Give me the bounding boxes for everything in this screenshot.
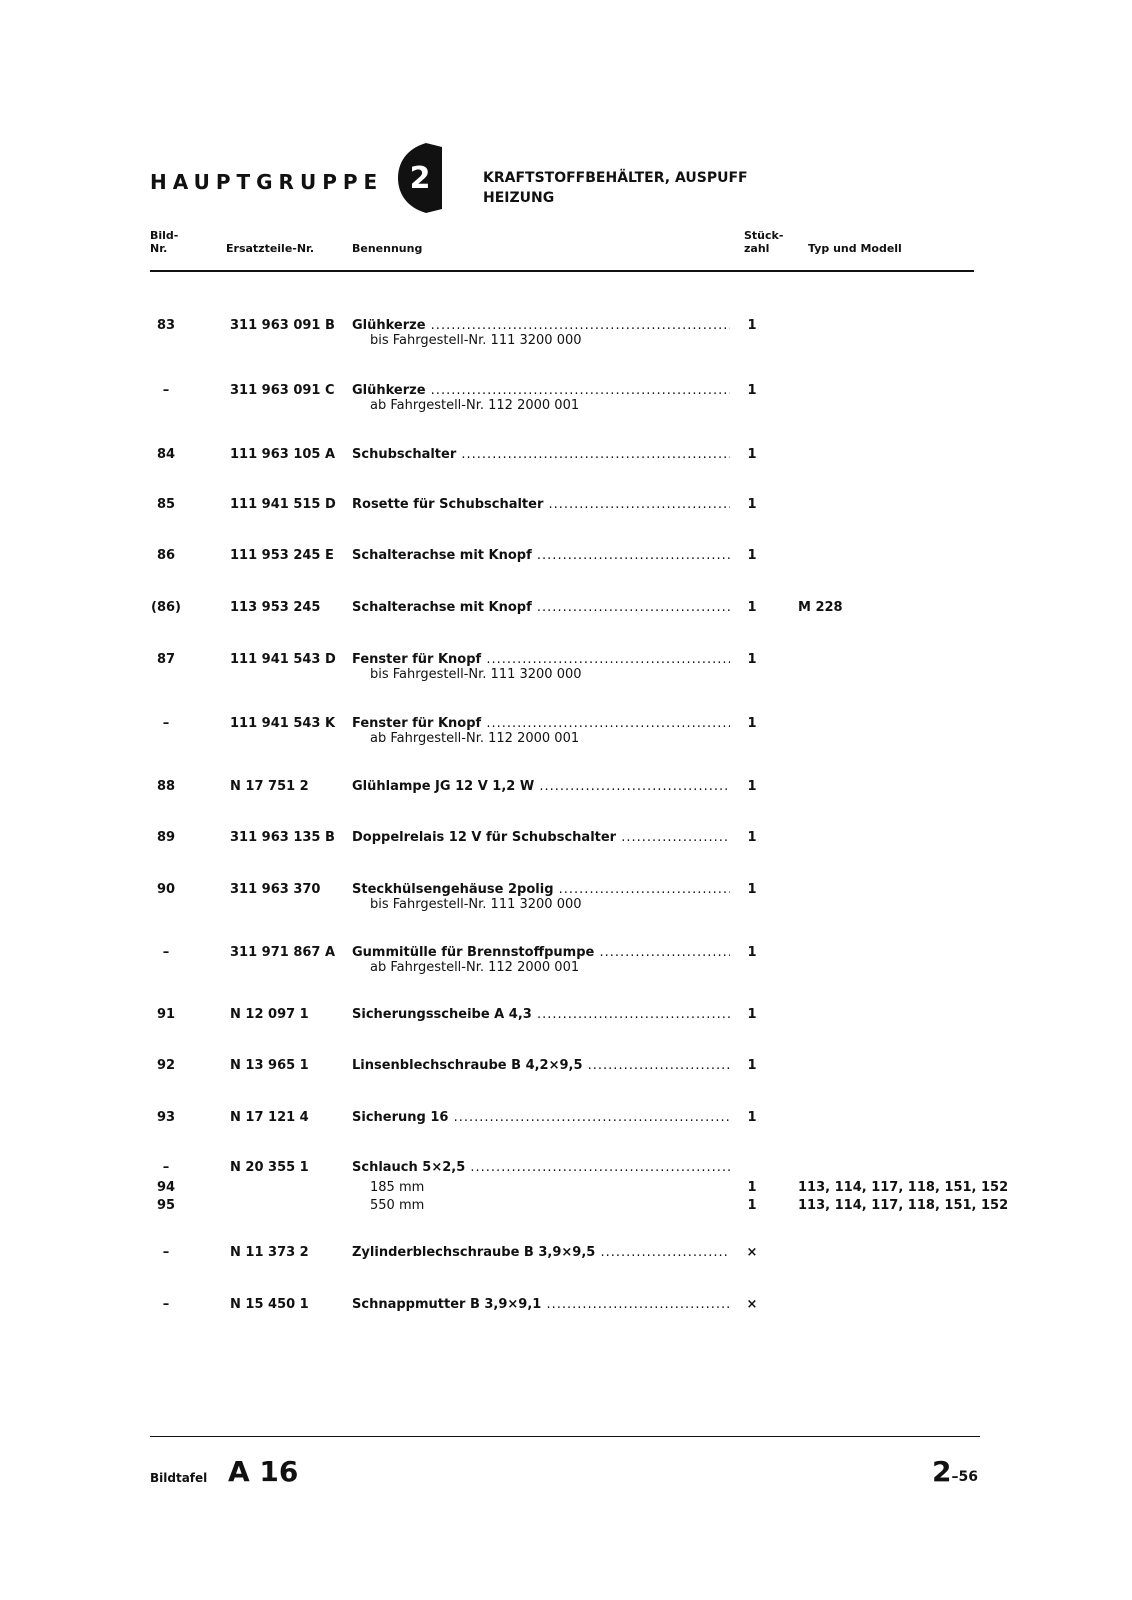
table-row <box>0 1058 1132 1098</box>
cell-part-number: 111 941 515 D <box>230 497 336 512</box>
cell-name-main: Glühkerze ..... <box>352 318 730 333</box>
cell-qty: 1 <box>747 830 757 845</box>
cell-bild-nr: 92 <box>156 1058 176 1073</box>
table-row <box>0 1007 1132 1047</box>
table-row <box>0 945 1132 985</box>
cell-part-number: 111 941 543 K <box>230 716 336 731</box>
cell-bild-nr: – <box>162 1297 170 1312</box>
cell-qty: 1 <box>747 383 757 398</box>
cell-name <box>352 548 730 563</box>
cell-name-main: Schalterachse mit Knopf ..... <box>352 548 730 563</box>
cell-bild-nr: 86 <box>156 548 176 563</box>
cell-name <box>352 1160 730 1175</box>
cell-bild-nr: 90 <box>156 882 176 897</box>
cell-part-number: 111 963 105 A <box>230 447 336 462</box>
cell-name <box>352 447 730 462</box>
cell-name <box>352 652 730 682</box>
cell-name <box>352 1058 730 1073</box>
cell-qty: 1 <box>747 600 757 615</box>
cell-qty: 1 <box>747 1007 757 1022</box>
cell-name-main: Schlauch 5×2,5 ..... <box>352 1160 730 1175</box>
col-header-name: Benennung <box>352 242 423 255</box>
cell-part-number: 311 963 091 C <box>230 383 335 398</box>
table-row <box>0 1198 1132 1238</box>
plate-code: A 16 <box>228 1455 299 1488</box>
cell-part-number: N 15 450 1 <box>230 1297 309 1312</box>
table-row <box>0 548 1132 588</box>
cell-name-main: Schubschalter ..... <box>352 447 730 462</box>
cell-name <box>352 1180 730 1195</box>
group-label: HAUPTGRUPPE <box>150 170 384 194</box>
cell-qty: 1 <box>747 318 757 333</box>
cell-name <box>352 600 730 615</box>
table-row <box>0 1110 1132 1150</box>
cell-name-sub: 185 mm <box>370 1180 425 1195</box>
cell-bild-nr: 88 <box>156 779 176 794</box>
table-row <box>0 1297 1132 1337</box>
cell-bild-nr: 91 <box>156 1007 176 1022</box>
group-number: 2 <box>409 161 431 196</box>
cell-name-sub: ab Fahrgestell-Nr. 112 2000 001 <box>370 960 580 975</box>
cell-name-sub: bis Fahrgestell-Nr. 111 3200 000 <box>370 897 582 912</box>
col-header-part: Ersatzteile-Nr. <box>226 242 315 255</box>
group-number-badge <box>396 141 444 215</box>
cell-name-main: Glühkerze ..... <box>352 383 730 398</box>
table-row <box>0 318 1132 358</box>
table-row <box>0 600 1132 640</box>
cell-bild-nr: – <box>162 383 170 398</box>
cell-name <box>352 1110 730 1125</box>
cell-name <box>352 830 730 845</box>
cell-bild-nr: – <box>162 1245 170 1260</box>
cell-bild-nr: 89 <box>156 830 176 845</box>
col-header-qty: Stück- zahl <box>744 229 784 255</box>
cell-qty: 1 <box>747 497 757 512</box>
cell-name <box>352 1297 730 1312</box>
cell-name-sub: bis Fahrgestell-Nr. 111 3200 000 <box>370 333 582 348</box>
cell-bild-nr: – <box>162 1160 170 1175</box>
cell-name-main: Glühlampe JG 12 V 1,2 W ..... <box>352 779 730 794</box>
cell-name <box>352 716 730 746</box>
cell-name <box>352 383 730 413</box>
cell-bild-nr: 84 <box>156 447 176 462</box>
cell-bild-nr: 85 <box>156 497 176 512</box>
section-title <box>483 168 748 208</box>
cell-part-number: 311 963 370 <box>230 882 321 897</box>
cell-bild-nr: 87 <box>156 652 176 667</box>
cell-name-main: Doppelrelais 12 V für Schubschalter ..... <box>352 830 730 845</box>
cell-bild-nr: 95 <box>156 1198 176 1213</box>
cell-typ: 113, 114, 117, 118, 151, 152 <box>798 1180 1009 1195</box>
table-row <box>0 652 1132 692</box>
cell-qty: × <box>746 1245 758 1260</box>
cell-name <box>352 1198 730 1213</box>
cell-qty: 1 <box>747 945 757 960</box>
cell-qty: 1 <box>747 548 757 563</box>
cell-name-sub: 550 mm <box>370 1198 425 1213</box>
cell-name-main: Gummitülle für Brennstoffpumpe ..... <box>352 945 730 960</box>
header-rule <box>150 270 974 272</box>
cell-name <box>352 1007 730 1022</box>
cell-part-number: N 12 097 1 <box>230 1007 309 1022</box>
col-header-bild: Bild- Nr. <box>150 229 179 255</box>
cell-part-number: 311 971 867 A <box>230 945 336 960</box>
table-row <box>0 447 1132 487</box>
cell-part-number: 111 941 543 D <box>230 652 336 667</box>
table-row <box>0 497 1132 537</box>
table-row <box>0 882 1132 922</box>
cell-bild-nr: – <box>162 716 170 731</box>
cell-qty: 1 <box>747 1180 757 1195</box>
cell-part-number: N 17 751 2 <box>230 779 309 794</box>
cell-name <box>352 497 730 512</box>
cell-name-main: Sicherung 16 ..... <box>352 1110 730 1125</box>
cell-name-main: Rosette für Schubschalter ..... <box>352 497 730 512</box>
cell-qty: 1 <box>747 1198 757 1213</box>
cell-bild-nr: 83 <box>156 318 176 333</box>
cell-name-sub: ab Fahrgestell-Nr. 112 2000 001 <box>370 398 580 413</box>
cell-qty: 1 <box>747 447 757 462</box>
cell-name <box>352 1245 730 1260</box>
table-row <box>0 779 1132 819</box>
footer-rule <box>150 1436 980 1437</box>
cell-part-number: N 17 121 4 <box>230 1110 309 1125</box>
cell-part-number: 113 953 245 <box>230 600 321 615</box>
cell-name-sub: ab Fahrgestell-Nr. 112 2000 001 <box>370 731 580 746</box>
section-title-line2: HEIZUNG <box>483 190 555 206</box>
cell-qty: 1 <box>747 779 757 794</box>
table-row <box>0 716 1132 756</box>
cell-name-main: Fenster für Knopf ..... <box>352 652 730 667</box>
cell-part-number: 111 953 245 E <box>230 548 334 563</box>
cell-bild-nr: (86) <box>151 600 181 615</box>
cell-qty: 1 <box>747 1058 757 1073</box>
cell-name <box>352 318 730 348</box>
page-number: 2–56 <box>932 1455 978 1488</box>
cell-name-main: Schnappmutter B 3,9×9,1 ..... <box>352 1297 730 1312</box>
cell-name <box>352 779 730 794</box>
table-row <box>0 383 1132 423</box>
cell-name-main: Schalterachse mit Knopf ..... <box>352 600 730 615</box>
cell-name-main: Steckhülsengehäuse 2polig ..... <box>352 882 730 897</box>
cell-name-main: Sicherungsscheibe A 4,3 ..... <box>352 1007 730 1022</box>
cell-part-number: 311 963 091 B <box>230 318 335 333</box>
cell-typ: 113, 114, 117, 118, 151, 152 <box>798 1198 1009 1213</box>
cell-name-main: Zylinderblechschraube B 3,9×9,5 ..... <box>352 1245 730 1260</box>
cell-name <box>352 945 730 975</box>
col-header-typ: Typ und Modell <box>808 242 902 255</box>
table-row <box>0 1245 1132 1285</box>
cell-bild-nr: 94 <box>156 1180 176 1195</box>
cell-bild-nr: – <box>162 945 170 960</box>
cell-qty: 1 <box>747 716 757 731</box>
cell-qty: 1 <box>747 652 757 667</box>
cell-part-number: N 13 965 1 <box>230 1058 309 1073</box>
table-row <box>0 830 1132 870</box>
plate-label: Bildtafel <box>150 1471 208 1485</box>
cell-typ: M 228 <box>798 600 843 615</box>
cell-part-number: N 11 373 2 <box>230 1245 309 1260</box>
cell-name-main: Fenster für Knopf ..... <box>352 716 730 731</box>
cell-part-number: N 20 355 1 <box>230 1160 309 1175</box>
cell-bild-nr: 93 <box>156 1110 176 1125</box>
cell-qty: 1 <box>747 882 757 897</box>
cell-name-sub: bis Fahrgestell-Nr. 111 3200 000 <box>370 667 582 682</box>
cell-name-main: Linsenblechschraube B 4,2×9,5 ..... <box>352 1058 730 1073</box>
cell-part-number: 311 963 135 B <box>230 830 335 845</box>
section-title-line1: KRAFTSTOFFBEHÄLTER, AUSPUFF <box>483 170 748 186</box>
cell-qty: × <box>746 1297 758 1312</box>
cell-qty: 1 <box>747 1110 757 1125</box>
cell-name <box>352 882 730 912</box>
